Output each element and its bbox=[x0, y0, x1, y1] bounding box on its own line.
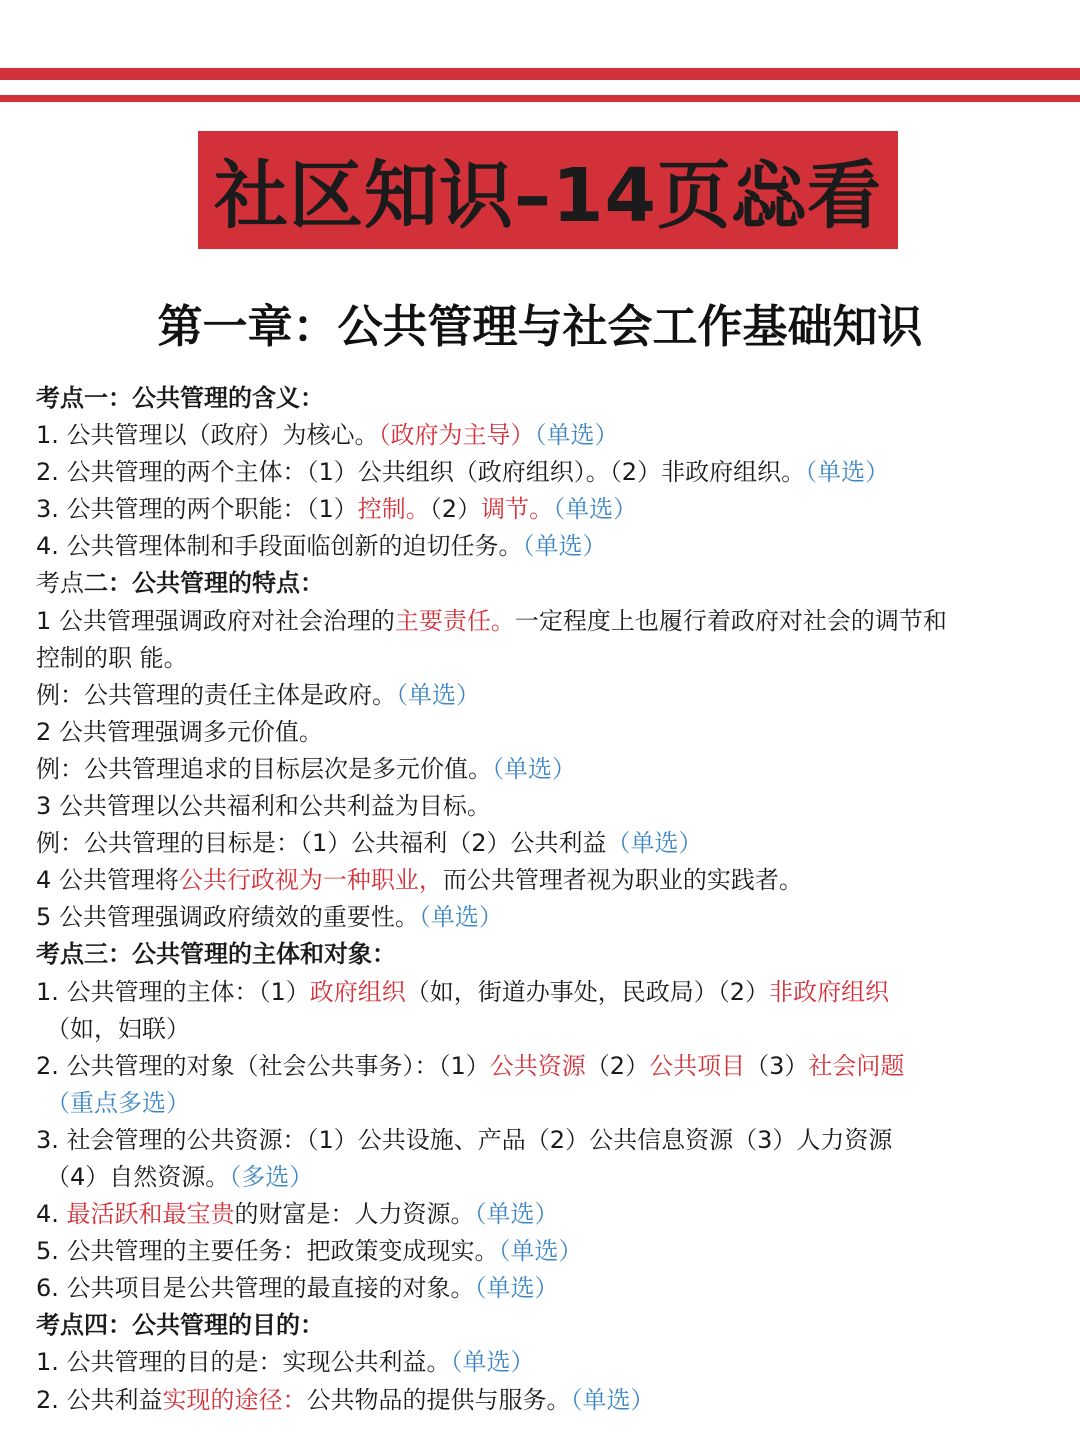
question-type-tag: （单选） bbox=[606, 829, 703, 858]
highlight-text: 主要责任。 bbox=[394, 606, 515, 635]
highlight-text: 实现的途径： bbox=[162, 1385, 307, 1414]
highlight-text: 非政府组织 bbox=[769, 977, 890, 1006]
item-text: 4. 公共管理体制和手段面临创新的迫切任务。 bbox=[36, 532, 523, 561]
question-type-tag: （单选） bbox=[492, 754, 576, 783]
section-1-heading: 考点一：公共管理的含义： bbox=[36, 384, 324, 412]
highlight-text: 公共项目 bbox=[649, 1051, 746, 1080]
item-text: （如，街道办事处，民政局）（2） bbox=[405, 977, 770, 1006]
question-type-tag: （多选） bbox=[229, 1162, 314, 1191]
heading-text: 二：公共管理的特点： bbox=[84, 569, 324, 598]
section-1-item-4 bbox=[36, 528, 1056, 565]
section-3-item-2-tag: （重点多选） bbox=[46, 1088, 190, 1117]
heading-prefix: 考点 bbox=[36, 569, 84, 598]
section-3-item-5 bbox=[36, 1233, 1056, 1270]
banner-title: 社区知识–14页惢看 bbox=[214, 153, 882, 239]
item-text: （2） bbox=[429, 495, 482, 524]
section-3-heading: 考点三：公共管理的主体和对象： bbox=[36, 940, 396, 969]
question-type-tag: （单选） bbox=[570, 1385, 655, 1414]
question-type-tag: （单选） bbox=[418, 903, 503, 932]
question-type-tag: （单选） bbox=[474, 1274, 559, 1303]
item-text: 6. 公共项目是公共管理的最直接的对象。 bbox=[36, 1274, 475, 1303]
item-text: 1 公共管理强调政府对社会治理的 bbox=[36, 606, 395, 635]
section-1-item-2 bbox=[36, 454, 1056, 491]
item-text: 公共物品的提供与服务。 bbox=[306, 1385, 571, 1414]
item-text: 1. 公共管理的目的是：实现公共利益。 bbox=[36, 1348, 451, 1377]
section-3-item-4 bbox=[36, 1196, 1056, 1233]
top-stripe-thin bbox=[0, 95, 1080, 102]
question-type-tag: （单选） bbox=[450, 1348, 535, 1377]
item-text: 1. 公共管理以（政府）为核心。 bbox=[36, 421, 379, 450]
section-4-heading: 考点四：公共管理的目的： bbox=[36, 1311, 324, 1340]
section-2-item-5 bbox=[36, 899, 1056, 936]
section-4-item-1 bbox=[36, 1344, 1056, 1381]
section-3-item-3: 3. 社会管理的公共资源：（1）公共设施、产品（2）公共信息资源（3）人力资源 bbox=[36, 1125, 893, 1154]
section-1-item-3 bbox=[36, 491, 1056, 528]
item-text: 3. 公共管理的两个职能：（1） bbox=[36, 495, 358, 524]
item-text: 1. 公共管理的主体：（1） bbox=[36, 977, 310, 1006]
section-2-item-4 bbox=[36, 862, 1056, 899]
item-text: 4. bbox=[36, 1200, 67, 1229]
section-2-item-3: 3 公共管理以公共福利和公共利益为目标。 bbox=[36, 792, 491, 821]
item-text: 2. 公共管理的两个主体：（1）公共组织（政府组织）。（2）非政府组织。 bbox=[36, 458, 806, 487]
item-text: 的财富是：人力资源。 bbox=[234, 1200, 475, 1229]
section-2-example-2 bbox=[36, 751, 1056, 788]
item-text: （4）自然资源。 bbox=[46, 1162, 230, 1191]
section-4-item-2 bbox=[36, 1382, 1056, 1419]
highlight-text: 公共资源 bbox=[489, 1051, 586, 1080]
section-2-heading bbox=[36, 565, 1056, 602]
section-3-item-1-cont: （如，妇联） bbox=[46, 1014, 190, 1043]
highlight-text: 控制。 bbox=[357, 495, 430, 524]
highlight-text: 公共行政视为一种职业， bbox=[178, 866, 443, 895]
highlight-text: （政府为主导） bbox=[378, 421, 535, 450]
item-text: 5. 公共管理的主要任务：把政策变成现实。 bbox=[36, 1237, 499, 1266]
title-banner bbox=[198, 131, 898, 249]
question-type-tag: （单选） bbox=[474, 1200, 559, 1229]
question-type-tag: （单选） bbox=[534, 421, 619, 450]
section-2-example-3 bbox=[36, 825, 1056, 862]
highlight-text: 社会问题 bbox=[808, 1051, 905, 1080]
question-type-tag: （单选） bbox=[805, 458, 890, 487]
question-type-tag: （单选） bbox=[553, 495, 638, 524]
notes-body bbox=[36, 380, 1056, 1419]
section-3-item-1 bbox=[36, 974, 1056, 1011]
section-3-item-6 bbox=[36, 1270, 1056, 1307]
item-text: 例：公共管理的目标是：（1）公共福利（2）公共利益 bbox=[36, 829, 607, 858]
top-stripe-thick bbox=[0, 68, 1080, 80]
chapter-title: 第一章：公共管理与社会工作基础知识 bbox=[157, 300, 923, 353]
item-text: 例：公共管理追求的目标层次是多元价值。 bbox=[36, 754, 492, 783]
item-text: 5 公共管理强调政府绩效的重要性。 bbox=[36, 903, 419, 932]
highlight-text: 调节。 bbox=[481, 495, 554, 524]
section-2-item-2: 2 公共管理强调多元价值。 bbox=[36, 717, 323, 746]
question-type-tag: （单选） bbox=[498, 1237, 583, 1266]
question-type-tag: （单选） bbox=[396, 680, 480, 709]
section-2-example-1 bbox=[36, 677, 1056, 714]
item-text: 2. 公共利益 bbox=[36, 1385, 163, 1414]
section-2-item-1 bbox=[36, 603, 1056, 640]
item-text: 2. 公共管理的对象（社会公共事务）：（1） bbox=[36, 1051, 490, 1080]
item-text: 一定程度上也履行着政府对社会的调节和 bbox=[514, 606, 947, 635]
item-text: 例：公共管理的责任主体是政府。 bbox=[36, 680, 396, 709]
item-text: （3） bbox=[745, 1051, 809, 1080]
section-2-item-1-cont: 控制的职 能。 bbox=[36, 643, 188, 672]
item-text: 而公共管理者视为职业的实践者。 bbox=[442, 866, 803, 895]
highlight-text: 最活跃和最宝贵 bbox=[66, 1200, 235, 1229]
section-1-item-1 bbox=[36, 417, 1056, 454]
question-type-tag: （单选） bbox=[522, 532, 607, 561]
section-3-item-2 bbox=[36, 1048, 1056, 1085]
item-text: 4 公共管理将 bbox=[36, 866, 179, 895]
highlight-text: 政府组织 bbox=[309, 977, 406, 1006]
item-text: （2） bbox=[585, 1051, 650, 1080]
section-3-item-3-cont bbox=[36, 1159, 1056, 1196]
